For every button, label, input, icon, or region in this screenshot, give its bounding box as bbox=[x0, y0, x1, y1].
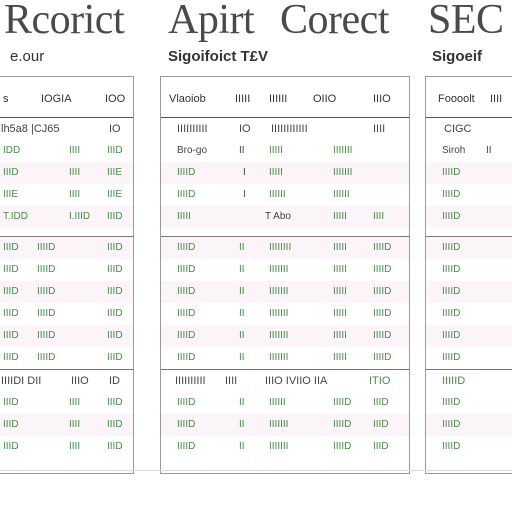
header-cell: Vlaoiob bbox=[169, 93, 206, 105]
cell: IIIID bbox=[442, 211, 461, 222]
cell: IIID bbox=[107, 352, 123, 363]
cell: IIIID bbox=[37, 308, 56, 319]
cell: IIIID bbox=[373, 264, 392, 275]
cell: IIIIIII bbox=[269, 419, 289, 430]
header-cell: IIIII bbox=[235, 93, 251, 105]
cell: IIIID bbox=[442, 286, 461, 297]
table-row[interactable] bbox=[161, 237, 409, 259]
cell: II bbox=[239, 264, 245, 275]
cell: IIID bbox=[107, 286, 123, 297]
cell: IIIID bbox=[177, 167, 196, 178]
table-row[interactable] bbox=[426, 140, 512, 162]
cell: IIIID bbox=[37, 286, 56, 297]
cell: IIIID bbox=[442, 397, 461, 408]
section-heading bbox=[0, 370, 133, 392]
heading-cell: CIGC bbox=[444, 123, 472, 135]
table-row[interactable] bbox=[426, 414, 512, 436]
cell: IIIII bbox=[333, 242, 347, 253]
cell: II bbox=[239, 308, 245, 319]
cell: IIIID bbox=[177, 189, 196, 200]
cell: IIIID bbox=[37, 330, 56, 341]
table-section bbox=[426, 118, 512, 237]
cell: I bbox=[243, 189, 246, 200]
cell: IIIID bbox=[177, 352, 196, 363]
cell: IIIII bbox=[269, 167, 283, 178]
cell: IIIID bbox=[333, 441, 352, 452]
table-section bbox=[426, 370, 512, 460]
cell: IIIIIIII bbox=[269, 242, 292, 253]
cell: IIIII bbox=[177, 211, 191, 222]
cell: Siroh bbox=[442, 145, 466, 156]
cell: II bbox=[239, 441, 245, 452]
header-cell: OIIO bbox=[313, 93, 337, 105]
table-row[interactable] bbox=[0, 325, 133, 347]
title-recruit: Rcorict bbox=[4, 0, 125, 43]
cell: IIID bbox=[107, 419, 123, 430]
heading-cell: lh5a8 |CJ65 bbox=[1, 123, 60, 135]
cell: IIID bbox=[3, 352, 19, 363]
heading-cell: IO bbox=[109, 123, 121, 135]
panel-header bbox=[161, 77, 409, 118]
cell: II bbox=[486, 145, 492, 156]
cell: IIIII bbox=[333, 264, 347, 275]
cell: IIID bbox=[107, 145, 123, 156]
cell: II bbox=[239, 145, 245, 156]
table-row[interactable] bbox=[0, 259, 133, 281]
cell: IIIE bbox=[107, 167, 123, 178]
cell: IIID bbox=[3, 441, 19, 452]
header-cell: IIIIII bbox=[269, 93, 288, 105]
table-row[interactable] bbox=[426, 259, 512, 281]
table-row[interactable] bbox=[0, 206, 133, 228]
cell: IIIIIII bbox=[269, 330, 289, 341]
cell: IIIII bbox=[269, 145, 283, 156]
cell: T Abo bbox=[265, 211, 291, 222]
cell: IIIID bbox=[442, 264, 461, 275]
cell: IIID bbox=[3, 264, 19, 275]
cell: IIIII bbox=[333, 330, 347, 341]
cell: IIIID bbox=[37, 242, 56, 253]
title-april: Apirt bbox=[168, 0, 255, 43]
table-row[interactable] bbox=[161, 347, 409, 369]
table-row[interactable] bbox=[0, 303, 133, 325]
subtitle-1: e.our bbox=[10, 48, 45, 65]
table-section bbox=[0, 237, 133, 370]
heading-cell: ITIO bbox=[369, 375, 391, 387]
table-row[interactable] bbox=[0, 162, 133, 184]
cell: T.IDD bbox=[3, 211, 28, 222]
table-row[interactable] bbox=[161, 303, 409, 325]
cell: IIIIII bbox=[333, 189, 350, 200]
cell: IIID bbox=[3, 308, 19, 319]
cell: IIID bbox=[3, 286, 19, 297]
table-row[interactable] bbox=[161, 162, 409, 184]
cell: IIIID bbox=[373, 286, 392, 297]
title-sec: SEC bbox=[428, 0, 504, 43]
cell: IIIID bbox=[333, 397, 352, 408]
cell: IIID bbox=[107, 308, 123, 319]
heading-cell: IIIIID bbox=[442, 375, 466, 387]
table-row[interactable] bbox=[0, 237, 133, 259]
table-section bbox=[161, 237, 409, 370]
panel-header bbox=[0, 77, 133, 118]
cell: IDD bbox=[3, 145, 21, 156]
cell: IIIII bbox=[333, 286, 347, 297]
header-cell: IOO bbox=[105, 93, 126, 105]
cell: IIIID bbox=[442, 441, 461, 452]
table-row[interactable] bbox=[161, 414, 409, 436]
table-row[interactable] bbox=[161, 184, 409, 206]
table-row[interactable] bbox=[161, 281, 409, 303]
cell: IIIID bbox=[373, 352, 392, 363]
cell: IIIID bbox=[442, 167, 461, 178]
cell: II bbox=[239, 419, 245, 430]
table-section bbox=[0, 370, 133, 460]
cell: IIIID bbox=[177, 330, 196, 341]
cell: IIIID bbox=[373, 242, 392, 253]
heading-cell: IIIO bbox=[71, 375, 89, 387]
cell: IIID bbox=[373, 419, 389, 430]
cell: I bbox=[243, 167, 246, 178]
cell: IIIID bbox=[442, 242, 461, 253]
cell: IIID bbox=[373, 441, 389, 452]
cell: IIIII bbox=[333, 352, 347, 363]
cell: IIIIIII bbox=[333, 167, 353, 178]
cell: IIIIII bbox=[269, 397, 286, 408]
table-row[interactable] bbox=[426, 303, 512, 325]
cell: IIID bbox=[107, 441, 123, 452]
title-correct: Corect bbox=[280, 0, 389, 43]
cell: II bbox=[239, 242, 245, 253]
table-row[interactable] bbox=[426, 237, 512, 259]
cell: IIIID bbox=[37, 264, 56, 275]
cell: IIIIIII bbox=[269, 308, 289, 319]
cell: IIIID bbox=[177, 242, 196, 253]
cell: IIID bbox=[3, 167, 19, 178]
table-row[interactable] bbox=[0, 281, 133, 303]
subtitle-2: Sigoifoict T£V bbox=[168, 48, 269, 65]
cell: IIIE bbox=[3, 189, 19, 200]
cell: II bbox=[239, 352, 245, 363]
cell: II bbox=[239, 397, 245, 408]
cell: IIIIIII bbox=[269, 264, 289, 275]
table-section bbox=[0, 118, 133, 237]
table-row[interactable] bbox=[426, 325, 512, 347]
table-row[interactable] bbox=[161, 325, 409, 347]
table-row[interactable] bbox=[426, 392, 512, 414]
cell: IIII bbox=[69, 189, 81, 200]
cell: IIII bbox=[69, 419, 81, 430]
table-row[interactable] bbox=[426, 162, 512, 184]
table-row[interactable] bbox=[161, 206, 409, 228]
table-row[interactable] bbox=[161, 259, 409, 281]
cell: IIIID bbox=[177, 397, 196, 408]
header-cell: IOGIA bbox=[41, 93, 72, 105]
cell: IIIID bbox=[442, 330, 461, 341]
heading-cell: IIII bbox=[225, 375, 238, 387]
cell: IIIE bbox=[107, 189, 123, 200]
table-row[interactable] bbox=[426, 347, 512, 369]
cell: Bro-go bbox=[177, 145, 208, 156]
heading-cell: IO bbox=[239, 123, 251, 135]
cell: IIIID bbox=[177, 419, 196, 430]
cell: IIIID bbox=[177, 264, 196, 275]
cell: II bbox=[239, 286, 245, 297]
heading-cell: IIIIIIIIIIII bbox=[271, 123, 308, 135]
cell: IIID bbox=[3, 242, 19, 253]
table-row[interactable] bbox=[0, 414, 133, 436]
cell: IIID bbox=[3, 397, 19, 408]
table-row[interactable] bbox=[426, 206, 512, 228]
panel-header bbox=[426, 77, 512, 118]
panel-center bbox=[160, 76, 410, 474]
cell: IIII bbox=[69, 167, 81, 178]
panel-left bbox=[0, 76, 134, 474]
table-row[interactable] bbox=[0, 392, 133, 414]
cell: IIIID bbox=[177, 286, 196, 297]
table-section bbox=[161, 370, 409, 460]
cell: IIIIIII bbox=[333, 145, 353, 156]
bottom-divider bbox=[0, 470, 512, 471]
cell: IIID bbox=[107, 264, 123, 275]
table-row[interactable] bbox=[161, 140, 409, 162]
header-cell: IIIO bbox=[373, 93, 391, 105]
table-row[interactable] bbox=[0, 140, 133, 162]
heading-cell: ID bbox=[109, 375, 120, 387]
table-section bbox=[161, 118, 409, 237]
cell: IIID bbox=[107, 397, 123, 408]
cell: IIID bbox=[107, 330, 123, 341]
cell: IIID bbox=[107, 242, 123, 253]
table-row[interactable] bbox=[0, 184, 133, 206]
heading-cell: IIIIDI DII bbox=[1, 375, 42, 387]
section-heading bbox=[426, 370, 512, 392]
cell: IIIID bbox=[37, 352, 56, 363]
cell: IIIII bbox=[333, 308, 347, 319]
table-row[interactable] bbox=[426, 281, 512, 303]
cell: IIID bbox=[3, 419, 19, 430]
cell: IIIID bbox=[442, 308, 461, 319]
heading-cell: IIIIIIIIII bbox=[175, 375, 206, 387]
cell: IIIID bbox=[373, 330, 392, 341]
header-cell: Foooolt bbox=[438, 93, 475, 105]
heading-cell: IIII bbox=[373, 123, 386, 135]
section-heading bbox=[426, 118, 512, 140]
cell: II bbox=[239, 330, 245, 341]
section-heading bbox=[161, 118, 409, 140]
header-cell: s bbox=[3, 93, 9, 105]
section-heading bbox=[161, 370, 409, 392]
subtitle-3: Sigoeif bbox=[432, 48, 483, 65]
table-row[interactable] bbox=[161, 392, 409, 414]
cell: IIIID bbox=[177, 441, 196, 452]
cell: IIIID bbox=[333, 419, 352, 430]
cell: IIII bbox=[69, 441, 81, 452]
table-row[interactable] bbox=[0, 436, 133, 458]
heading-cell: IIIO IVIIO IIA bbox=[265, 375, 328, 387]
section-heading bbox=[0, 118, 133, 140]
table-row[interactable] bbox=[161, 436, 409, 458]
table-row[interactable] bbox=[426, 184, 512, 206]
panel-right bbox=[425, 76, 512, 474]
header-cell: IIII bbox=[490, 93, 503, 105]
table-row[interactable] bbox=[0, 347, 133, 369]
table-row[interactable] bbox=[426, 436, 512, 458]
cell: IIIII bbox=[333, 211, 347, 222]
cell: IIIID bbox=[177, 308, 196, 319]
cell: IIII bbox=[69, 145, 81, 156]
cell: IIID bbox=[373, 397, 389, 408]
cell: IIID bbox=[3, 330, 19, 341]
cell: IIIIIII bbox=[269, 352, 289, 363]
cell: IIIIII bbox=[269, 189, 286, 200]
cell: IIIIIII bbox=[269, 286, 289, 297]
cell: IIIID bbox=[442, 352, 461, 363]
table-section bbox=[426, 237, 512, 370]
cell: IIII bbox=[373, 211, 385, 222]
cell: IIIID bbox=[442, 419, 461, 430]
cell: I.IIID bbox=[69, 211, 91, 222]
cell: IIIIIII bbox=[269, 441, 289, 452]
cell: IIIID bbox=[442, 189, 461, 200]
cell: IIIID bbox=[373, 308, 392, 319]
cell: IIID bbox=[107, 211, 123, 222]
heading-cell: IIIIIIIIII bbox=[177, 123, 208, 135]
cell: IIII bbox=[69, 397, 81, 408]
